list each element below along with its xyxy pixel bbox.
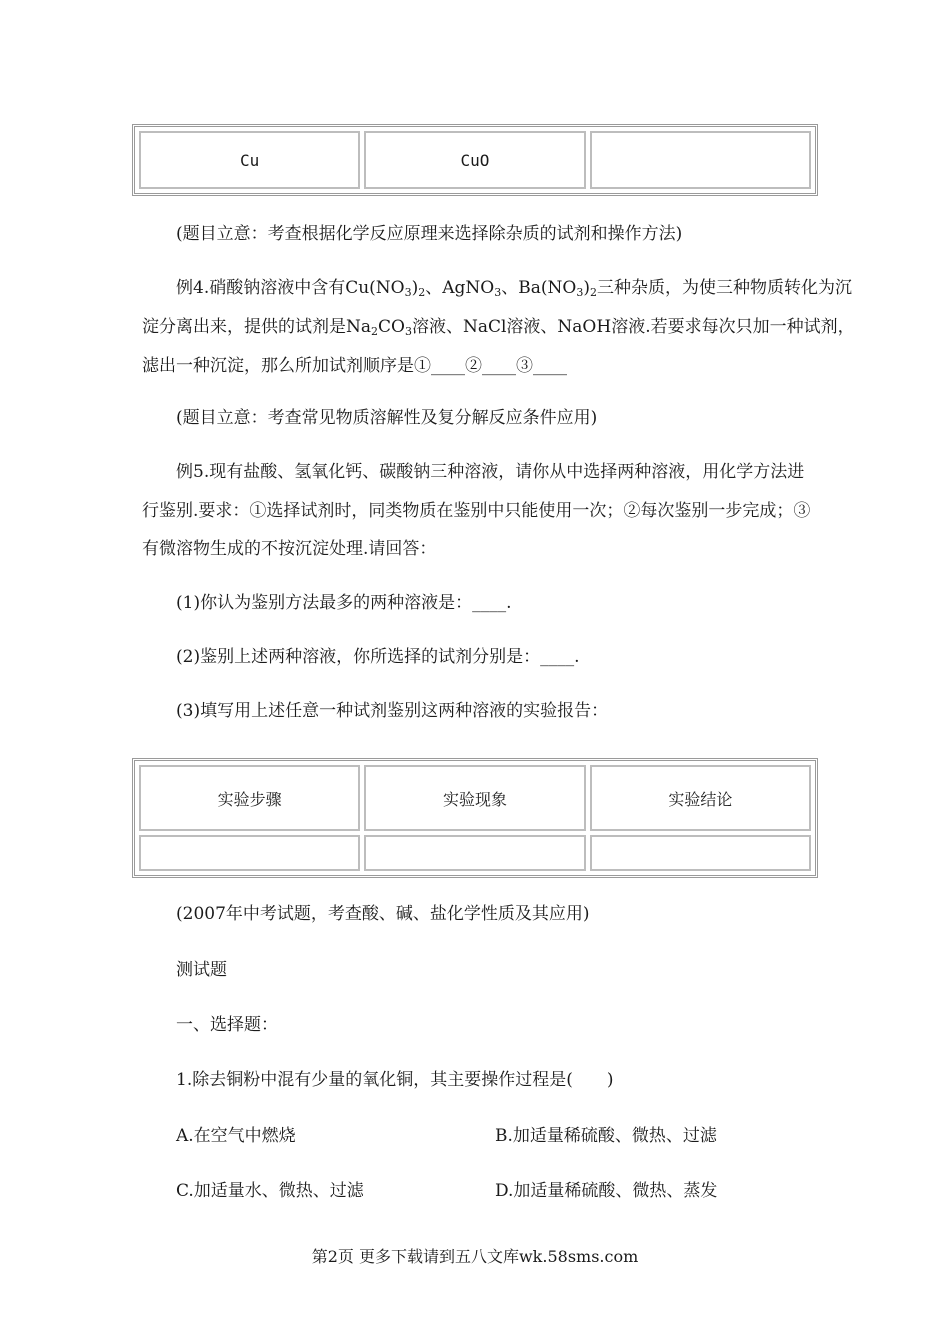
option-d: D.加适量稀硫酸、微热、蒸发 (495, 1181, 718, 1201)
table-header: 实验步骤 (139, 765, 360, 831)
table-cell (139, 835, 360, 871)
example-4-line-2: 淀分离出来，提供的试剂是$Na_2CO_3$溶液、NaCl溶液、NaOH溶液.若要求每次只加一种试剂， (142, 317, 855, 338)
option-b: B.加适量稀硫酸、微热、过滤 (495, 1126, 717, 1146)
table-cell (590, 835, 811, 871)
example-5-line-2: 行鉴别.要求：①选择试剂时，同类物质在鉴别中只能使用一次；②每次鉴别一步完成；③ (142, 501, 811, 521)
example-5-line-1: 例5.现有盐酸、氢氧化钙、碳酸钠三种溶液，请你从中选择两种溶液，用化学方法进 (176, 462, 805, 482)
question-1-stem: 1.除去铜粉中混有少量的氧化铜，其主要操作过程是( ) (176, 1070, 614, 1090)
example-4-line-3: 滤出一种沉淀，那么所加试剂顺序是①____②____③____ (142, 356, 567, 376)
option-c: C.加适量水、微热、过滤 (176, 1181, 364, 1201)
option-a: A.在空气中燃烧 (176, 1126, 296, 1146)
page-footer: 第2页 更多下载请到五八文库wk.58sms.com (311, 1247, 639, 1266)
table-top (132, 124, 818, 196)
example-5-question-2: (2)鉴别上述两种溶液，你所选择的试剂分别是：____. (176, 647, 580, 667)
example-5-question-3: (3)填写用上述任意一种试剂鉴别这两种溶液的实验报告： (176, 701, 609, 721)
table-cell: CuO (364, 131, 585, 189)
experiment-report-table (132, 758, 818, 878)
table-header: 实验结论 (590, 765, 811, 831)
example-4-line-1: 例4.硝酸钠溶液中含有$Cu(NO_3)_2$、AgNO$_3$、$Ba(NO_3)_2$三种杂质，为使三种物质转化为沉 (176, 278, 852, 299)
example-5-question-1: (1)你认为鉴别方法最多的两种溶液是：____. (176, 593, 512, 613)
table-header: 实验现象 (364, 765, 585, 831)
test-title: 测试题 (176, 960, 227, 980)
source-note: (2007年中考试题，考查酸、碱、盐化学性质及其应用) (176, 904, 590, 924)
intent-note-2: (题目立意：考查常见物质溶解性及复分解反应条件应用) (176, 408, 598, 428)
section-heading: 一、选择题： (176, 1015, 278, 1035)
table-cell: Cu (139, 131, 360, 189)
table-cell (590, 131, 811, 189)
table-cell (364, 835, 585, 871)
intent-note-1: (题目立意：考查根据化学反应原理来选择除杂质的试剂和操作方法) (176, 224, 683, 244)
example-5-line-3: 有微溶物生成的不按沉淀处理.请回答： (142, 539, 437, 559)
